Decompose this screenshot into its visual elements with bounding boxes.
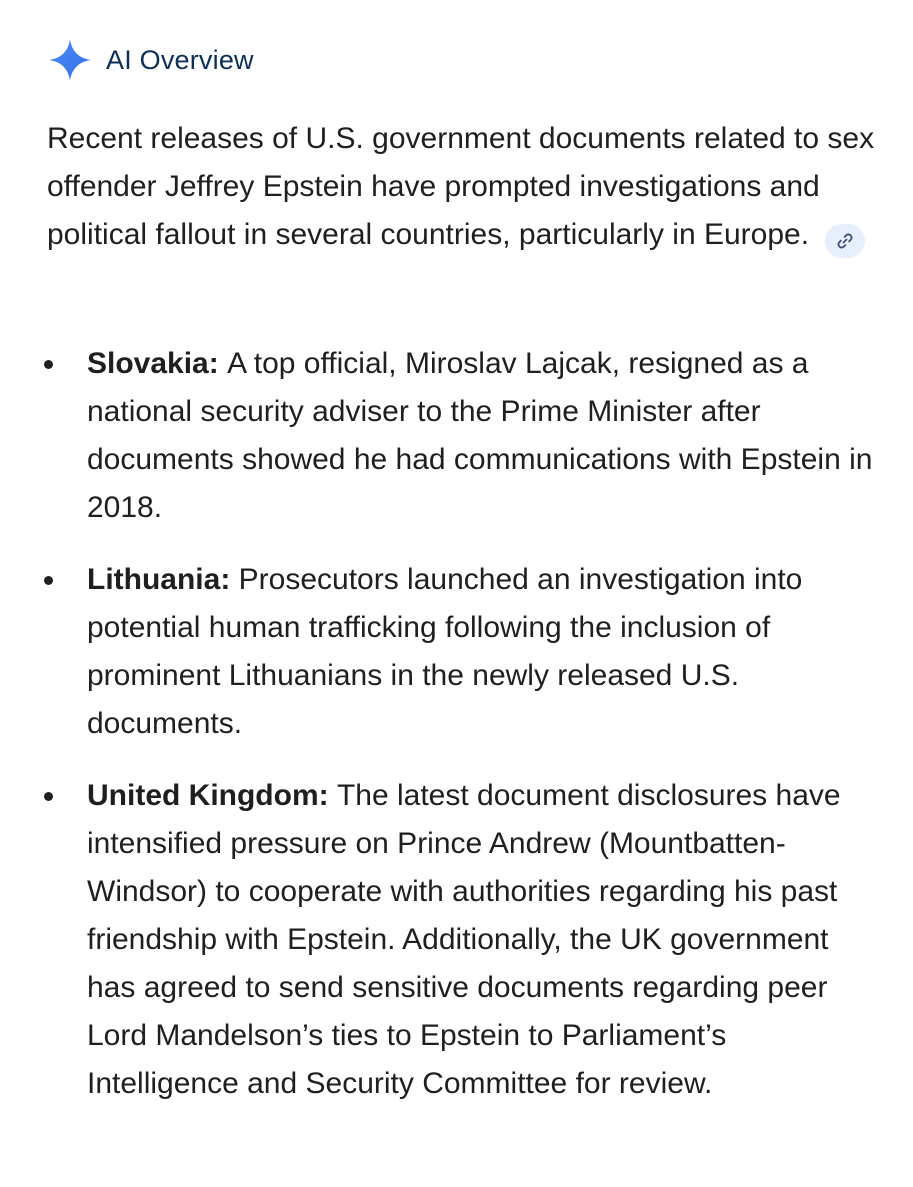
intro-paragraph	[47, 115, 877, 259]
country-bullet-list	[0, 340, 913, 1132]
bullet-dot	[44, 360, 53, 369]
bullet-text: The latest document disclosures have intensified pressure on Prince Andrew (Mountbatten-Windsor) to cooperate with authorities regarding his past friendship with Epstein. Additionally, the UK government has agreed to send sensitive documents regarding peer Lord Mandelson’s ties to Epstein to Parliament’s Intelligence and Security Committee for review.	[87, 779, 841, 1100]
bullet-united-kingdom	[0, 772, 877, 1108]
link-icon	[836, 232, 854, 250]
intro-text: Recent releases of U.S. government documents related to sex offender Jeffrey Epstein have prompted investigations and political fallout in several countries, particularly in Europe.	[47, 122, 875, 251]
ai-overview-header	[48, 38, 254, 82]
bullet-lithuania	[0, 556, 877, 748]
ai-overview-title: AI Overview	[106, 44, 254, 75]
bullet-label: Slovakia:	[87, 347, 228, 380]
bullet-dot	[44, 792, 53, 801]
bullet-text: A top official, Miroslav Lajcak, resigned as a national security adviser to the Prime Minister after documents showed he had communications with Epstein in 2018.	[87, 347, 873, 524]
source-link-button[interactable]	[825, 224, 865, 258]
bullet-slovakia	[0, 340, 877, 532]
bullet-label: United Kingdom:	[87, 779, 337, 812]
bullet-label: Lithuania:	[87, 563, 239, 596]
bullet-dot	[44, 576, 53, 585]
bullet-text: Prosecutors launched an investigation into potential human trafficking following the inclusion of prominent Lithuanians in the newly released U.S. documents.	[87, 563, 803, 740]
sparkle-icon	[48, 38, 92, 82]
